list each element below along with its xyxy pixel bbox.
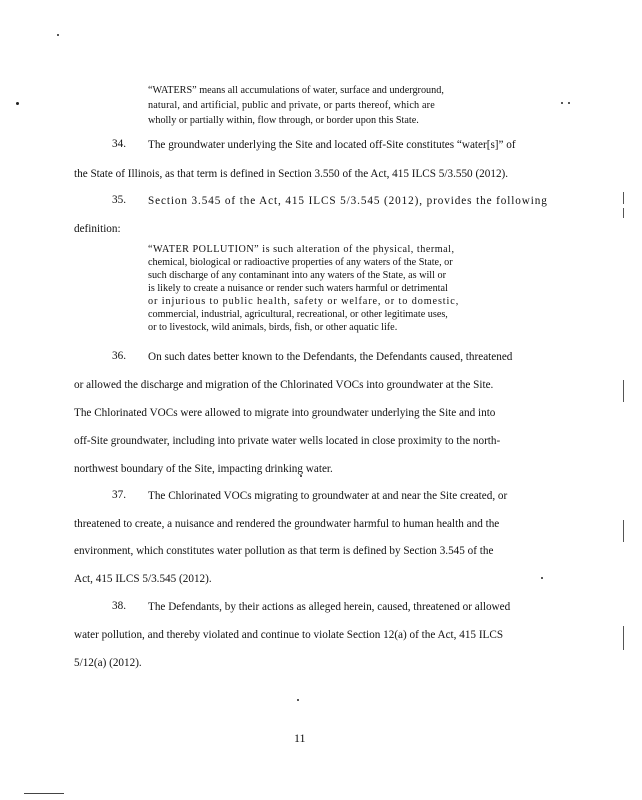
paragraph-37-line: threatened to create, a nuisance and rendered the groundwater harmful to human health and the — [74, 518, 500, 530]
paragraph-36-line: or allowed the discharge and migration of the Chlorinated VOCs into groundwater at the Site. — [74, 379, 494, 391]
waters-definition-line: natural, and artificial, public and private, or parts thereof, which are — [148, 100, 435, 111]
scan-speck — [300, 475, 302, 477]
paragraph-37-line: The Chlorinated VOCs migrating to groundwater at and near the Site created, or — [148, 490, 508, 502]
waters-definition-line: wholly or partially within, flow through, or border upon this State. — [148, 115, 419, 126]
paragraph-number-38: 38. — [112, 600, 126, 612]
paragraph-37-line: Act, 415 ILCS 5/3.545 (2012). — [74, 573, 212, 585]
paragraph-36-line: northwest boundary of the Site, impacting drinking water. — [74, 463, 333, 475]
paragraph-38-line: The Defendants, by their actions as alleged herein, caused, threatened or allowed — [148, 601, 511, 613]
paragraph-number-34: 34. — [112, 138, 126, 150]
paragraph-38-line: 5/12(a) (2012). — [74, 657, 142, 669]
paragraph-35-line: Section 3.545 of the Act, 415 ILCS 5/3.545 (2012), provides the following — [148, 195, 548, 207]
scan-edge-mark — [623, 208, 624, 218]
paragraph-number-37: 37. — [112, 489, 126, 501]
page-number: 11 — [294, 731, 306, 745]
paragraph-36-line: The Chlorinated VOCs were allowed to migrate into groundwater underlying the Site and into — [74, 407, 496, 419]
water-pollution-definition-line: such discharge of any contaminant into any waters of the State, as will or — [148, 270, 446, 281]
scan-edge-mark — [623, 380, 624, 402]
paragraph-38-line: water pollution, and thereby violated and continue to violate Section 12(a) of the Act, 415 ILCS — [74, 629, 504, 641]
scan-speck — [561, 102, 563, 104]
water-pollution-definition-line: is likely to create a nuisance or render such waters harmful or detrimental — [148, 283, 448, 294]
waters-definition-line: “WATERS” means all accumulations of water, surface and underground, — [148, 85, 444, 96]
scan-edge-mark — [623, 192, 624, 204]
scan-edge-mark — [623, 626, 624, 650]
scan-speck — [568, 102, 570, 104]
scan-edge-mark — [623, 520, 624, 542]
water-pollution-definition-line: chemical, biological or radioactive properties of any waters of the State, or — [148, 257, 453, 268]
paragraph-35-line: definition: — [74, 223, 121, 235]
scan-speck — [16, 102, 19, 105]
paragraph-number-35: 35. — [112, 194, 126, 206]
water-pollution-definition-line: or to livestock, wild animals, birds, fish, or other aquatic life. — [148, 322, 398, 333]
water-pollution-definition-line: “WATER POLLUTION” is such alteration of the physical, thermal, — [148, 244, 455, 255]
paragraph-36-line: off-Site groundwater, including into private water wells located in close proximity to the north- — [74, 435, 501, 447]
water-pollution-definition-line: or injurious to public health, safety or welfare, or to domestic, — [148, 296, 460, 307]
water-pollution-definition-line: commercial, industrial, agricultural, recreational, or other legitimate uses, — [148, 309, 448, 320]
paragraph-34-line: the State of Illinois, as that term is defined in Section 3.550 of the Act, 415 ILCS 5/3.550 (2012). — [74, 168, 509, 180]
paragraph-37-line: environment, which constitutes water pollution as that term is defined by Section 3.545 of the — [74, 545, 494, 557]
scan-speck — [541, 577, 543, 579]
scan-bottom-rule — [24, 793, 64, 794]
scan-speck — [297, 699, 299, 701]
scan-speck — [57, 34, 59, 36]
paragraph-34-line: The groundwater underlying the Site and located off-Site constitutes “water[s]” of — [148, 139, 516, 151]
paragraph-number-36: 36. — [112, 350, 126, 362]
paragraph-36-line: On such dates better known to the Defendants, the Defendants caused, threatened — [148, 351, 513, 363]
